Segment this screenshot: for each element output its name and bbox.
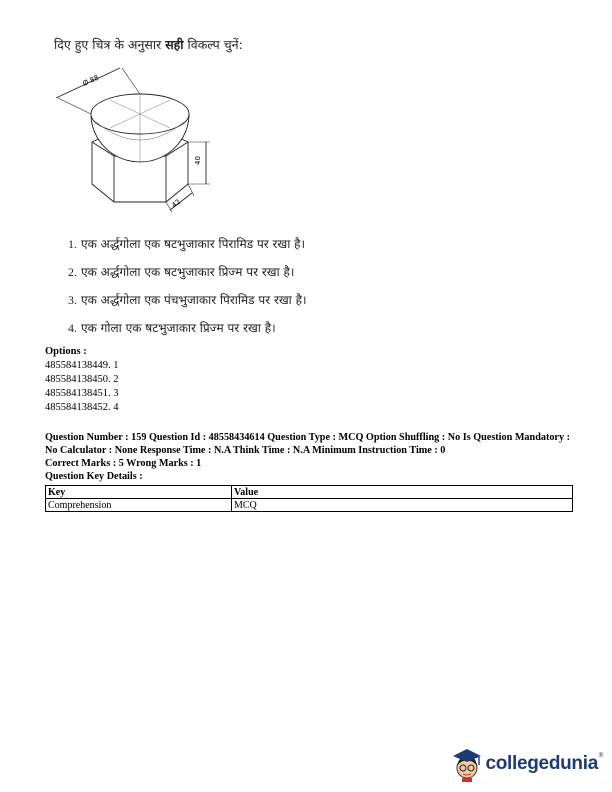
- table-header-key: Key: [46, 486, 232, 499]
- collegedunia-logo: [449, 746, 604, 782]
- question-figure: [54, 62, 234, 222]
- options-title: Options :: [45, 346, 87, 357]
- option-id-2: 485584138450. 2: [45, 374, 119, 385]
- key-details-table: [45, 485, 573, 512]
- question-meta-line-2: No Calculator : None Response Time : N.A Think Time : N.A Minimum Instruction Time : 0: [45, 445, 446, 456]
- table-cell-value: MCQ: [232, 499, 573, 512]
- prompt-suffix: विकल्प चुनें:: [187, 37, 243, 52]
- logo-registered-mark: ®: [598, 752, 604, 759]
- option-4: 4. एक गोला एक षटभुजाकार प्रिज्म पर रखा है।: [68, 321, 276, 335]
- prompt-prefix: दिए हुए चित्र के अनुसार: [54, 37, 162, 52]
- option-id-4: 485584138452. 4: [45, 402, 119, 413]
- option-3: 3. एक अर्द्धगोला एक पंचभुजाकार पिरामिड पर रखा है।: [68, 293, 307, 307]
- side-label: 42: [170, 197, 183, 210]
- table-header-value: Value: [232, 486, 573, 499]
- option-2: 2. एक अर्द्धगोला एक षटभुजाकार प्रिज्म पर रखा है।: [68, 265, 295, 279]
- option-1: 1. एक अर्द्धगोला एक षटभुजाकार पिरामिड पर रखा है।: [68, 237, 306, 251]
- table-cell-key: Comprehension: [46, 499, 232, 512]
- height-label: 40: [194, 156, 202, 165]
- question-meta-line-1: Question Number : 159 Question Id : 48558434614 Question Type : MCQ Option Shuffling : No Is Question Mandatory :: [45, 432, 570, 443]
- question-prompt: [54, 36, 243, 53]
- question-meta-line-4: Question Key Details :: [45, 471, 143, 482]
- question-meta-line-3: Correct Marks : 5 Wrong Marks : 1: [45, 458, 202, 469]
- option-id-1: 485584138449. 1: [45, 360, 119, 371]
- logo-text: collegedunia: [485, 753, 598, 774]
- table-header-row: [46, 486, 573, 499]
- prompt-bold: सही: [165, 37, 184, 52]
- option-id-3: 485584138451. 3: [45, 388, 119, 399]
- diameter-label: Ø 88: [81, 73, 101, 88]
- table-row: [46, 499, 573, 512]
- graduate-avatar-icon: [449, 746, 485, 782]
